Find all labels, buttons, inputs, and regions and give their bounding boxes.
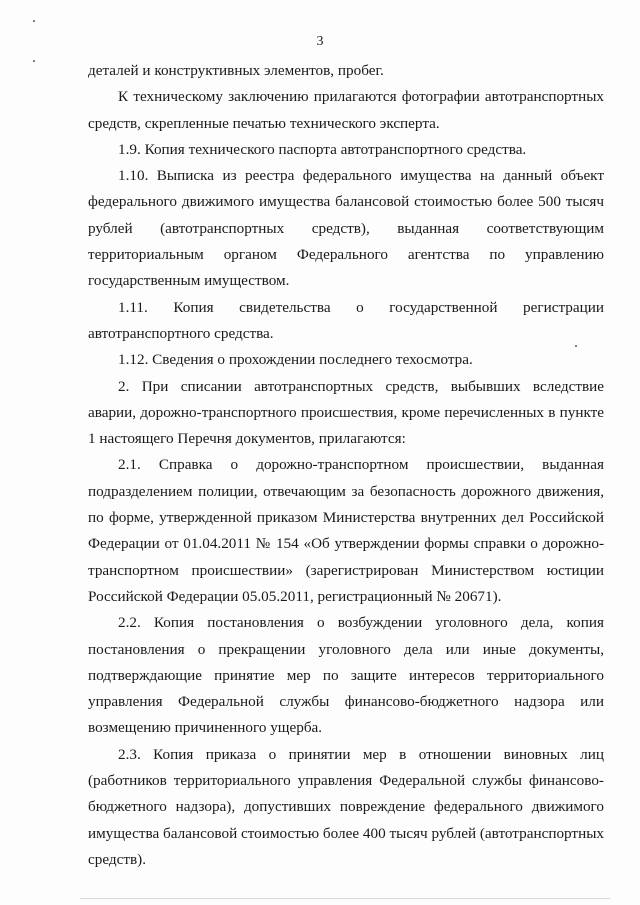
paragraph-2: 2. При списании автотранспортных средств, выбывших вследствие аварии, дорожно-транспортного происшествия, кроме перечисленных в пункте 1 настоящего Перечня документов, прилагаются: bbox=[88, 377, 604, 448]
document-body bbox=[88, 58, 604, 873]
paragraph-photos: К техническому заключению прилагаются фотографии автотранспортных средств, скрепленные печатью технического эксперта. bbox=[88, 88, 604, 132]
paragraph-1-9: 1.9. Копия технического паспорта автотранспортного средства. bbox=[118, 140, 527, 158]
paragraph-1-10: 1.10. Выписка из реестра федерального имущества на данный объект федерального движимого имущества балансовой стоимостью более 500 тысяч рублей (автотранспортных средств), выданная соответствующим территориальным органом Федерального агентства по управлению государственным имуществом. bbox=[88, 167, 604, 290]
page-bottom-edge bbox=[80, 898, 610, 899]
paragraph-continuation: деталей и конструктивных элементов, пробег. bbox=[88, 62, 384, 79]
paragraph-2-2: 2.2. Копия постановления о возбуждении уголовного дела, копия постановления о прекращении уголовного дела или иные документы, подтверждающие принятие мер по защите интересов территориального управления Федеральной службы финансово-бюджетного надзора или возмещению причиненного ущерба. bbox=[88, 614, 604, 737]
scan-speck bbox=[33, 60, 35, 62]
paragraph-1-11: 1.11. Копия свидетельства о государственной регистрации автотранспортного средства. bbox=[88, 298, 604, 342]
paragraph-1-12: 1.12. Сведения о прохождении последнего техосмотра. bbox=[118, 351, 473, 369]
page-number: 3 bbox=[316, 34, 324, 49]
paragraph-2-1: 2.1. Справка о дорожно-транспортном происшествии, выданная подразделением полиции, отвечающим за безопасность дорожного движения, по форме, утвержденной приказом Министерства внутренних дел Российской Федерации от 01.04.2011 № 154 «Об утверждении формы справки о дорожно-транспортном происшествии» (зарегистрирован Министерством юстиции Российской Федерации 05.05.2011, регистрационный № 20671). bbox=[88, 456, 604, 605]
scan-speck bbox=[33, 20, 35, 22]
paragraph-2-3: 2.3. Копия приказа о принятии мер в отношении виновных лиц (работников территориального управления Федеральной службы финансово-бюджетного надзора), допустивших повреждение федерального движимого имущества балансовой стоимостью более 400 тысяч рублей (автотранспортных средств). bbox=[88, 745, 604, 868]
